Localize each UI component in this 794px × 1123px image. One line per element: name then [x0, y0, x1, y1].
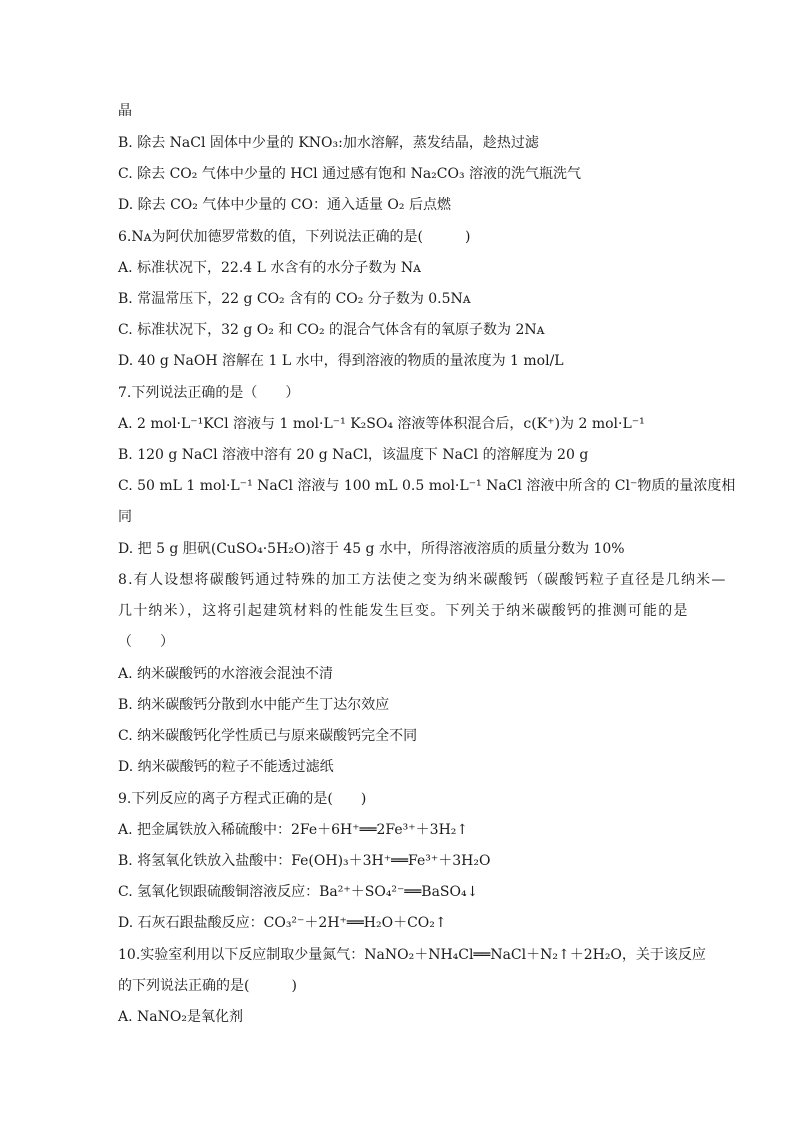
- option-c: C. 除去 CO₂ 气体中少量的 HCl 通过感有饱和 Na₂CO₃ 溶液的洗气瓶洗气: [118, 166, 582, 182]
- option-b: B. 常温常压下，22 g CO₂ 含有的 CO₂ 分子数为 0.5Nᴀ: [118, 291, 471, 307]
- option-a: A. NaNO₂是氧化剂: [118, 1009, 243, 1025]
- option-a: A. 标准状况下，22.4 L 水含有的水分子数为 Nᴀ: [118, 260, 421, 276]
- option-d: D. 纳米碳酸钙的粒子不能透过滤纸: [118, 759, 334, 775]
- option-a: A. 纳米碳酸钙的水溶液会混浊不清: [118, 666, 334, 682]
- option-c: C. 标准状况下，32 g O₂ 和 CO₂ 的混合气体含有的氧原子数为 2Nᴀ: [118, 322, 545, 338]
- option-d: D. 除去 CO₂ 气体中少量的 CO：通入适量 O₂ 后点燃: [118, 197, 451, 213]
- answer-blank: （ ）: [118, 634, 174, 650]
- option-d: D. 石灰石跟盐酸反应：CO₃²⁻＋2H⁺══H₂O＋CO₂↑: [118, 915, 447, 931]
- option-d: D. 把 5 g 胆矾(CuSO₄·5H₂O)溶于 45 g 水中，所得溶液溶质的质量分数为 10%: [118, 541, 625, 557]
- option-c: C. 50 mL 1 mol·L⁻¹ NaCl 溶液与 100 mL 0.5 mol·L⁻¹ NaCl 溶液中所含的 Cl⁻物质的量浓度相: [118, 478, 736, 494]
- option-b: B. 将氢氧化铁放入盐酸中：Fe(OH)₃＋3H⁺══Fe³⁺＋3H₂O: [118, 853, 491, 869]
- question-10-continued: 的下列说法正确的是( ): [118, 978, 297, 994]
- option-c-continued: 同: [118, 509, 132, 525]
- option-a: A. 把金属铁放入稀硫酸中：2Fe＋6H⁺══2Fe³⁺＋3H₂↑: [118, 822, 469, 838]
- option-d: D. 40 g NaOH 溶解在 1 L 水中，得到溶液的物质的量浓度为 1 mol/L: [118, 353, 564, 369]
- text-line: 晶: [118, 103, 132, 119]
- option-c: C. 纳米碳酸钙化学性质已与原来碳酸钙完全不同: [118, 728, 418, 744]
- option-b: B. 除去 NaCl 固体中少量的 KNO₃:加水溶解，蒸发结晶，趁热过滤: [118, 135, 539, 151]
- option-b: B. 120 g NaCl 溶液中溶有 20 g NaCl，该温度下 NaCl 的溶解度为 20 g: [118, 447, 589, 463]
- option-c: C. 氢氧化钡跟硫酸铜溶液反应：Ba²⁺＋SO₄²⁻══BaSO₄↓: [118, 884, 479, 900]
- question-7: 7.下列说法正确的是（ ）: [118, 385, 300, 401]
- question-8: 8.有人设想将碳酸钙通过特殊的加工方法使之变为纳米碳酸钙（碳酸钙粒子直径是几纳米—: [118, 572, 727, 588]
- question-6: 6.Nᴀ为阿伏加德罗常数的值，下列说法正确的是( ): [118, 229, 471, 245]
- question-10: 10.实验室利用以下反应制取少量氮气：NaNO₂＋NH₄Cl══NaCl＋N₂↑＋2H₂O，关于该反应: [118, 947, 706, 963]
- option-a: A. 2 mol·L⁻¹KCl 溶液与 1 mol·L⁻¹ K₂SO₄ 溶液等体积混合后，c(K⁺)为 2 mol·L⁻¹: [118, 416, 645, 432]
- question-9: 9.下列反应的离子方程式正确的是( ): [118, 791, 367, 807]
- option-b: B. 纳米碳酸钙分散到水中能产生丁达尔效应: [118, 697, 390, 713]
- question-8-continued: 几十纳米），这将引起建筑材料的性能发生巨变。下列关于纳米碳酸钙的推测可能的是: [118, 603, 689, 619]
